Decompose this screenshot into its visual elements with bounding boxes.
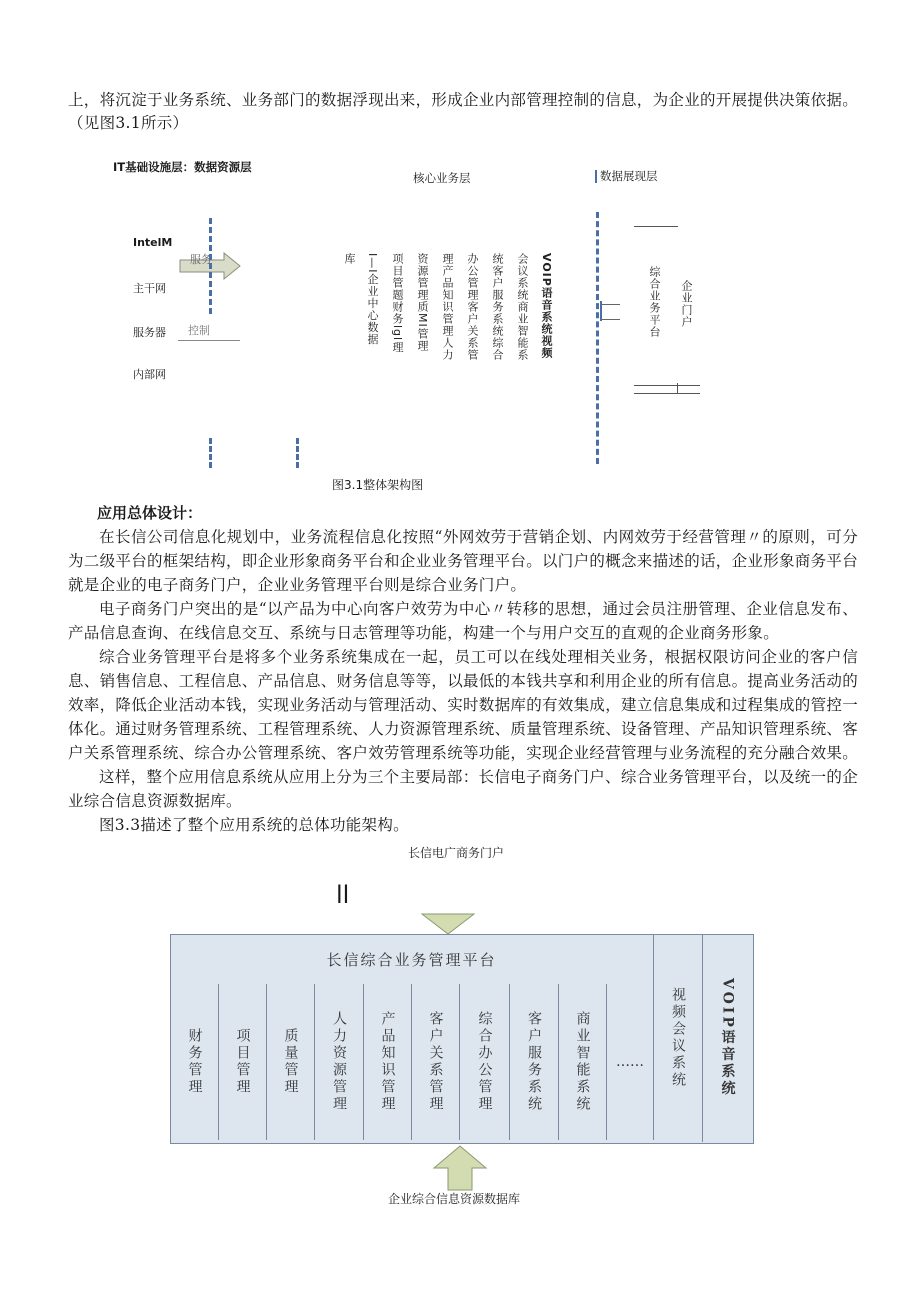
infra-item-backbone: 主干网 [133, 282, 166, 295]
paragraph-1: 在长信公司信息化规划中，业务流程信息化按照“外网效劳于营销企划、内网效劳于经营管理〃的原则，可分为二级平台的框架结构，即企业形象商务平台和企业业务管理平台。以门户的概念来描述的话，企业形象商务平台就是企业的电子商务门户，企业业务管理平台则是综合业务门户。 [68, 528, 859, 594]
divider-dash [209, 438, 212, 468]
side-module-label: VOIP语音系统 [719, 978, 736, 1098]
side-module-label: 视频会议系统 [670, 987, 686, 1089]
layer-core-label: 核心业务层 [413, 171, 471, 185]
arrow-service-label: 服务 [190, 253, 212, 266]
section-heading: 应用总体设计： [97, 504, 203, 522]
module-label: 人力资源管理 [331, 1011, 347, 1113]
module-cell [559, 984, 607, 1140]
display-bottom-line [634, 385, 700, 394]
display-top-line [634, 226, 678, 227]
module-label: 客户服务系统 [526, 1011, 542, 1113]
divider-dash [296, 438, 299, 468]
module-label: 产品知识管理 [379, 1011, 396, 1113]
module-cell [460, 984, 510, 1140]
module-cell [315, 984, 364, 1140]
display-connector [600, 304, 620, 320]
up-arrow-icon [432, 1144, 488, 1192]
paragraph-2: 电子商务门户突出的是“以产品为中心向客户效劳为中心〃转移的思想，通过会员注册管理、企业信息发布、产品信息查询、在线信息交互、系统与日志管理等功能，构建一个与用户交互的直观的企业商务形象。 [68, 600, 858, 642]
divider-dash [596, 212, 599, 464]
platform-title: 长信综合业务管理平台 [326, 950, 497, 969]
intro-line-1: 上，将沉淀于业务系统、业务部门的数据浮现出来，形成企业内部管理控制的信息，为企业的开展提供决策依据。 [68, 91, 859, 109]
module-cell [412, 984, 460, 1140]
infra-item-intranet: 内部网 [133, 368, 166, 381]
module-label: 质量管理 [282, 1028, 299, 1096]
paragraph-3: 综合业务管理平台是将多个业务系统集成在一起，员工可以在线处理相关业务，根据权限访问企业的客户信息、销售信息、工程信息、产品信息、财务信息等等，以最低的本钱共享和利用企业的所有信息。提高业务活动的效率，降低企业活动本钱，实现业务活动与管理活动、实时数据库的有效集成，建立信息集成和过程集成的管控一体化。通过财务管理系统、工程管理系统、人力资源管理系统、质量管理系统、设备管理、产品知识管理系统、客户关系管理系统、综合办公管理系统、客户效劳管理系统等功能，实现企业经营管理与业务流程的充分融合效果。 [68, 648, 859, 762]
core-col-6: 办公管理客户关系管 [466, 253, 479, 361]
layer-infra-label: IT基础设施层：数据资源层 [113, 160, 252, 174]
module-label: 财务管理 [186, 1028, 203, 1096]
layer-display-label: 数据展现层 [595, 170, 658, 183]
side-module-video [654, 934, 703, 1142]
module-cell-more [607, 984, 654, 1140]
module-cell [510, 984, 559, 1140]
infra-item-intel: IntelM [133, 236, 173, 249]
module-label: 商业智能系统 [574, 1011, 591, 1113]
down-arrow-icon [420, 912, 476, 936]
module-label: 综合办公管理 [476, 1011, 493, 1113]
platform-header [170, 934, 654, 985]
module-label: 客户关系管理 [427, 1011, 444, 1113]
module-label: 项目管理 [234, 1028, 251, 1096]
paragraph-4: 这样，整个应用信息系统从应用上分为三个主要局部：长信电子商务门户、综合业务管理平台，以及统一的企业综合信息资源数据库。 [68, 768, 858, 810]
paragraph-5: 图3.3描述了整个应用系统的总体功能架构。 [99, 816, 409, 834]
arrow-control-label: 控制 [188, 324, 210, 337]
module-more-label: …… [616, 1054, 644, 1070]
core-col-9: VOIP语音系统视频 [540, 253, 553, 359]
display-col-portal: 企业门户 [680, 280, 693, 328]
side-module-voip [703, 934, 752, 1142]
database-label: 企业综合信息资源数据库 [388, 1192, 521, 1206]
control-line [178, 340, 240, 341]
infra-item-server: 服务器 [133, 326, 166, 339]
intro-line-2: （见图3.1所示） [68, 114, 189, 132]
module-cell [364, 984, 412, 1140]
core-col-4: 资源管理质MI管理 [416, 253, 429, 352]
marker-text: ll [336, 881, 350, 909]
display-col-platform: 综合业务平台 [648, 266, 661, 338]
divider-dash [209, 218, 212, 314]
portal-label: 长信电广商务门户 [408, 846, 505, 860]
core-col-1: 库 [343, 253, 356, 265]
figure1-caption: 图3.1整体架构图 [332, 478, 424, 492]
core-col-2: I—I企业中心数据 [366, 253, 379, 346]
display-connector-bar [600, 301, 602, 321]
core-col-7: 统客户服务系统综合 [491, 253, 504, 361]
module-cell [267, 984, 315, 1140]
module-cell [219, 984, 267, 1140]
module-cell [171, 984, 219, 1140]
core-col-5: 理产品知识管理人力 [441, 253, 454, 361]
display-bottom-tick [677, 383, 678, 393]
core-col-8: 会议系统商业智能系 [516, 253, 529, 361]
core-col-3: 项目管题财务lgl理 [391, 253, 404, 354]
